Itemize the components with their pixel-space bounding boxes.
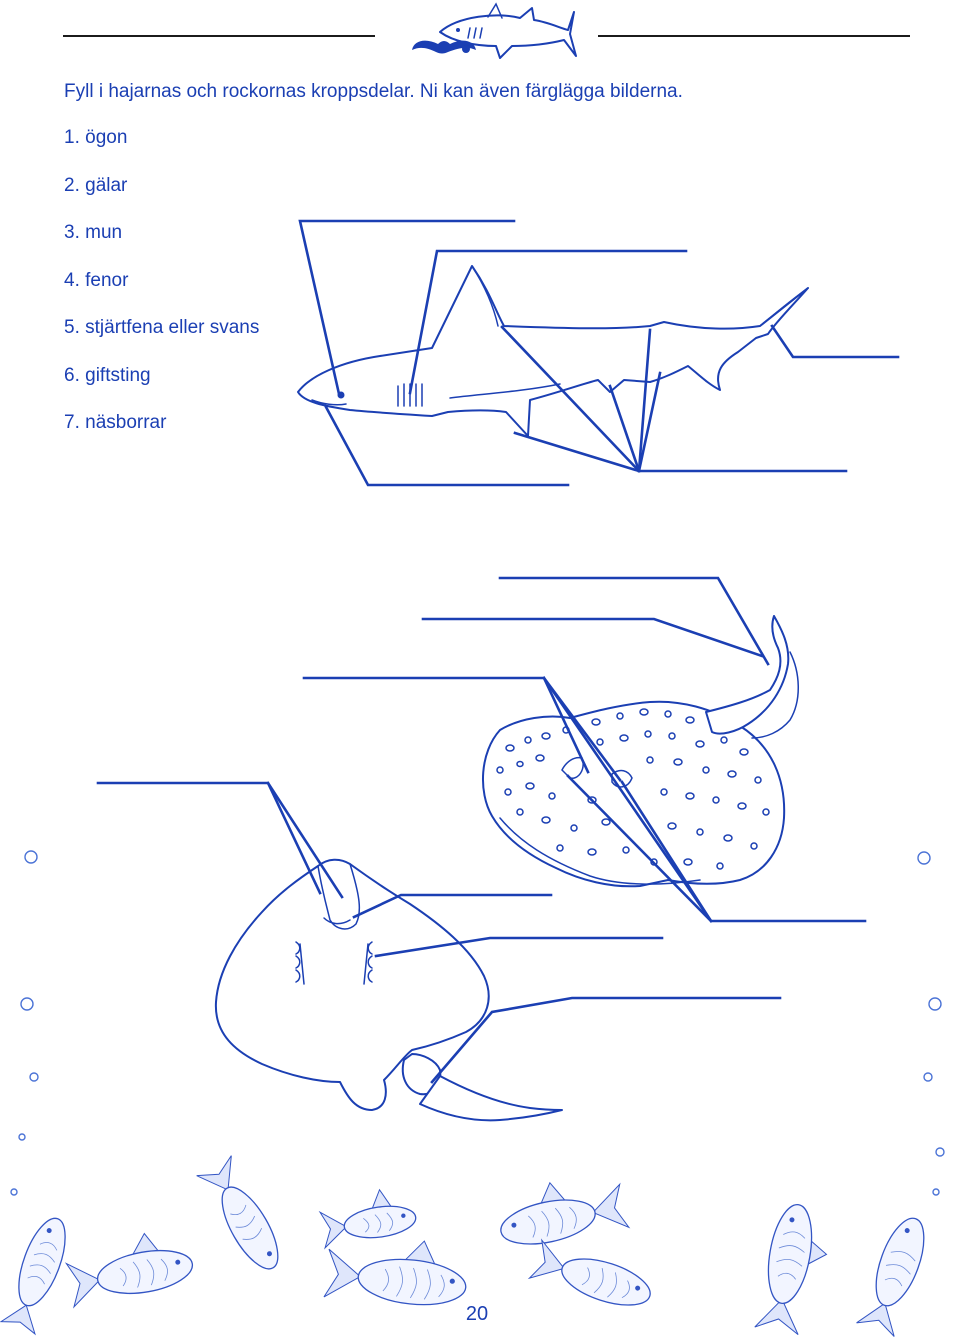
term-eyes: 1. ögon	[64, 127, 128, 148]
body-part-list	[64, 126, 259, 459]
stingray-tail	[420, 1076, 562, 1120]
stingray-body	[216, 860, 489, 1110]
page-number: 20	[465, 1303, 489, 1325]
shark-body	[298, 266, 808, 436]
term-venom-sting: 6. giftsting	[64, 364, 151, 386]
spotted-ray-illustration	[483, 616, 798, 886]
term-gills: 2. gälar	[64, 174, 128, 196]
term-mouth: 3. mun	[64, 222, 123, 243]
instructions-text: Fyll i hajarnas och rockornas kroppsdelar. Ni kan även färglägga bilderna.	[64, 81, 683, 102]
term-fins: 4. fenor	[64, 269, 129, 291]
term-tail: 5. stjärtfena eller svans	[64, 317, 260, 338]
shark-illustration	[298, 266, 808, 436]
shark-with-mustache-icon	[412, 4, 576, 58]
stingray-illustration	[216, 860, 562, 1121]
header	[63, 4, 910, 58]
spotted-ray-tail	[706, 616, 788, 734]
term-nostrils: 7. näsborrar	[64, 412, 167, 433]
